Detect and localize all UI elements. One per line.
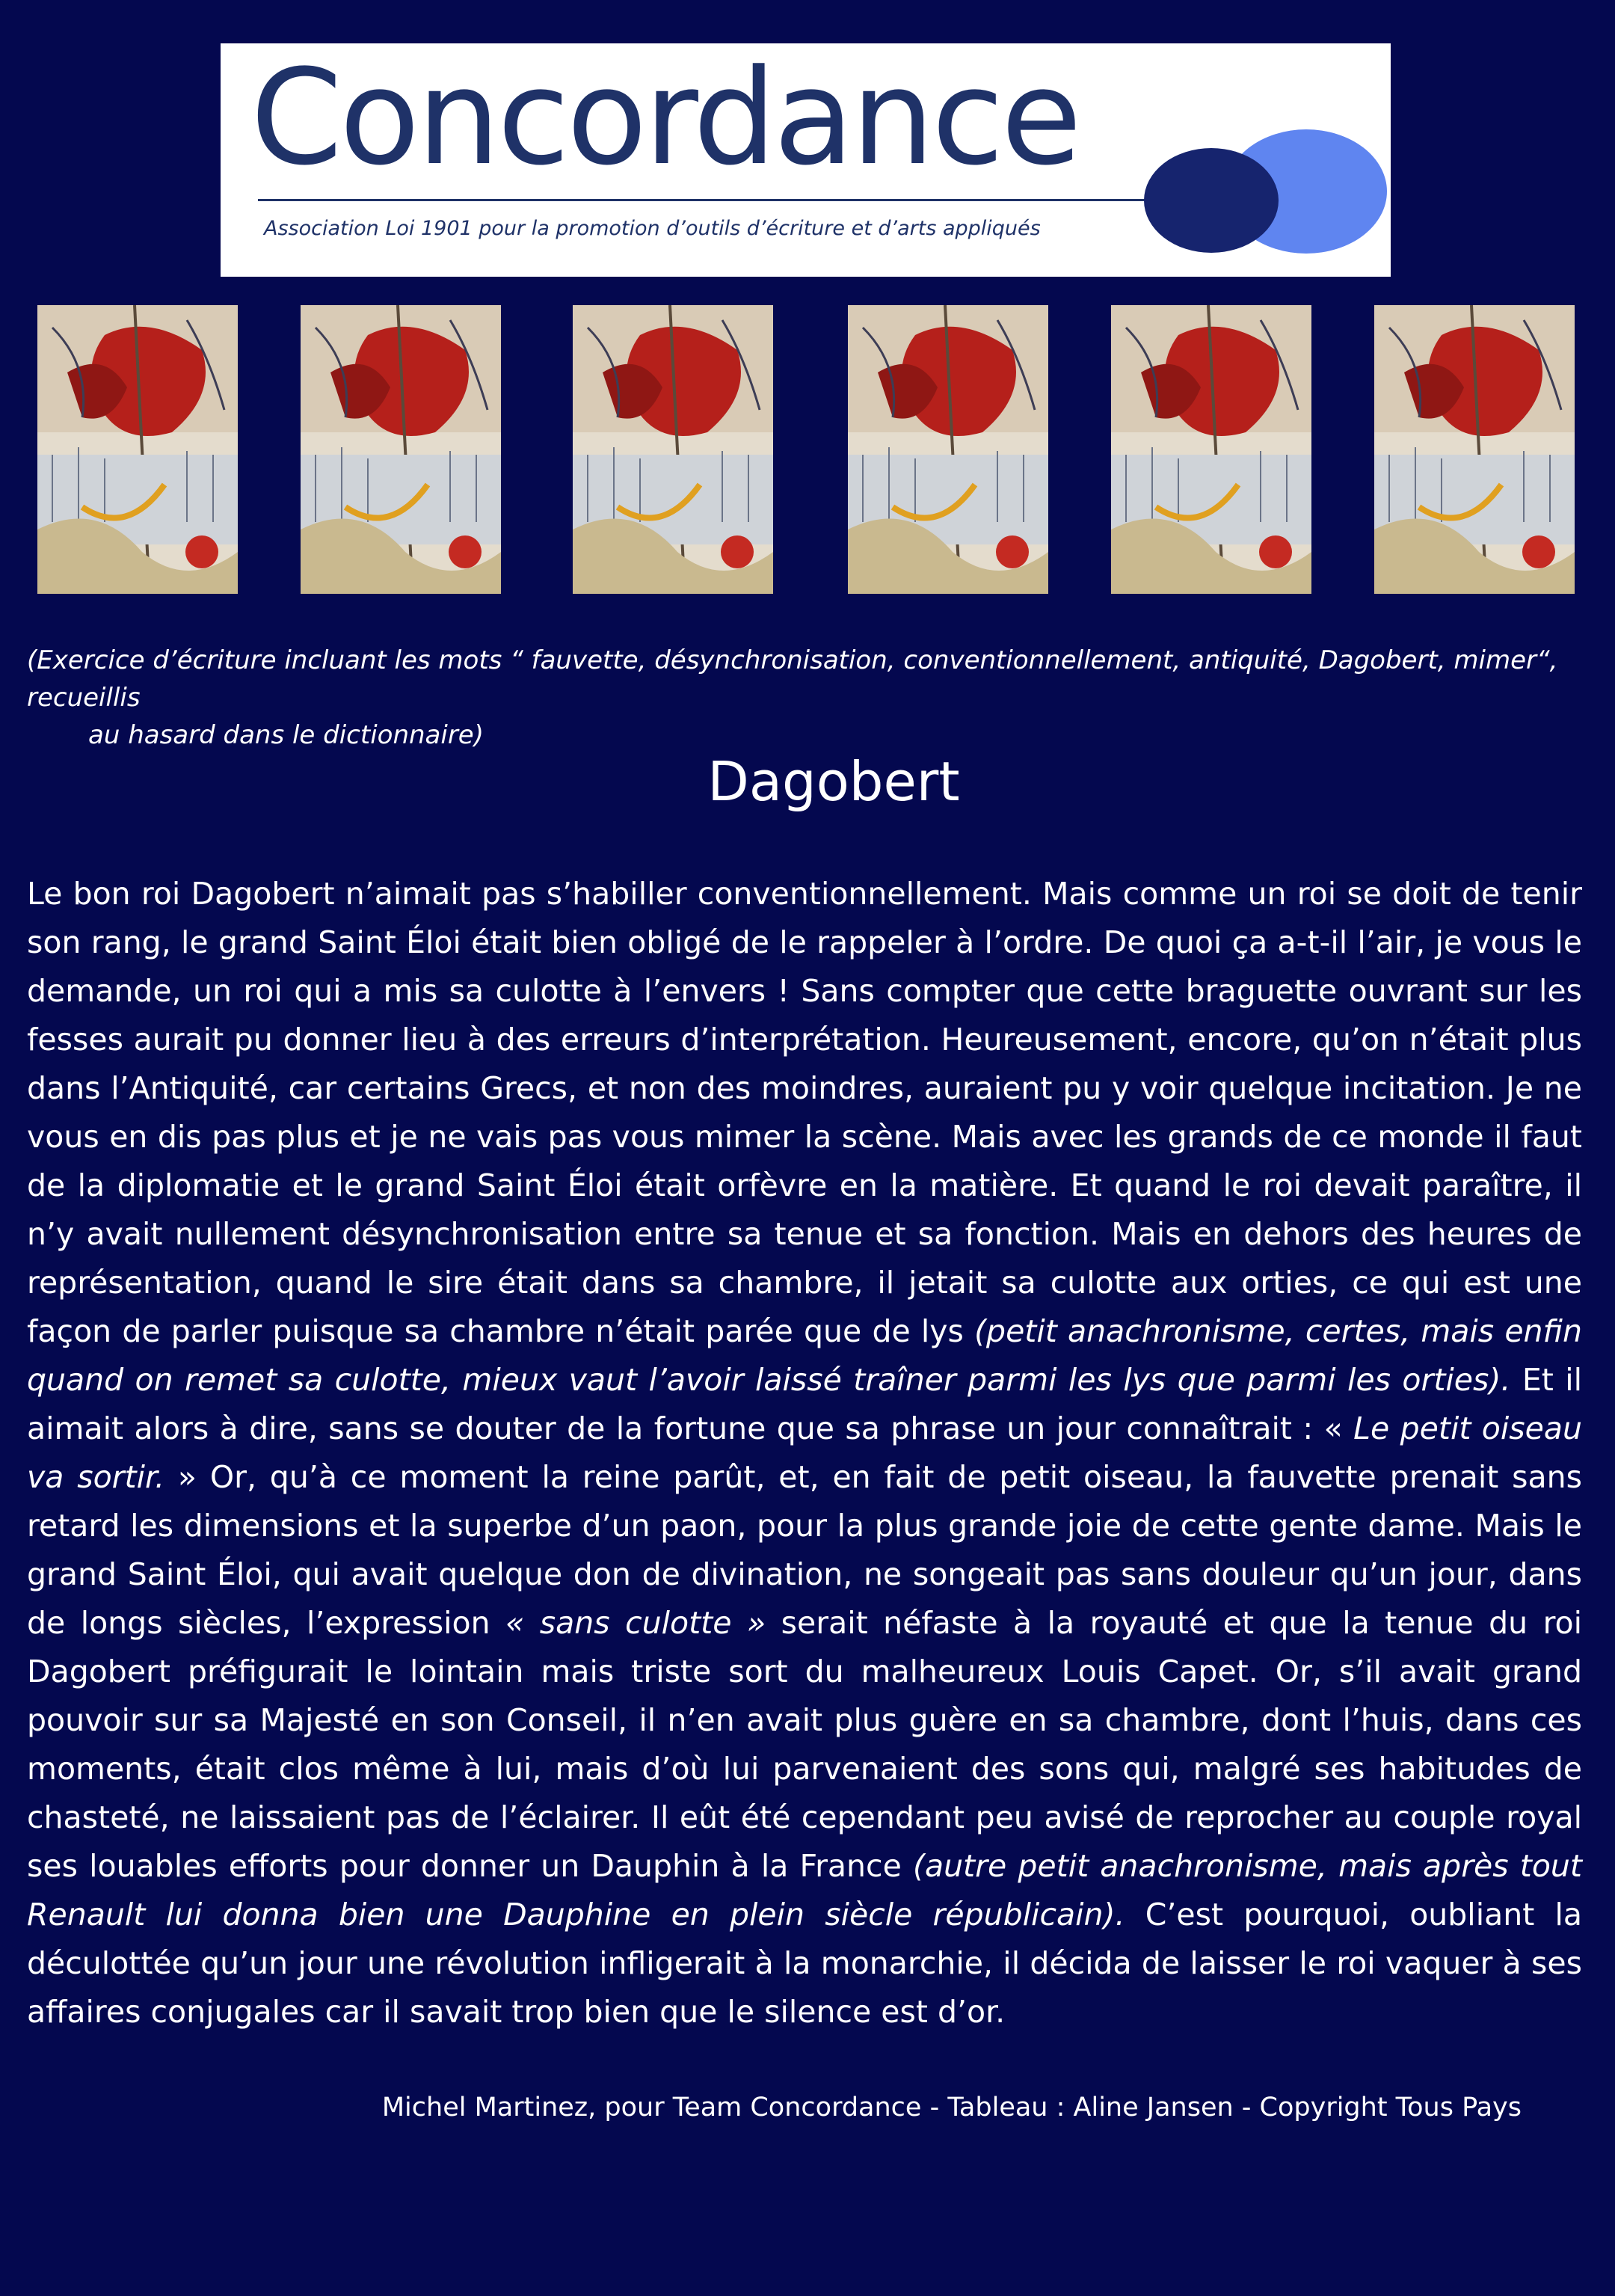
story-text: Le bon roi Dagobert n’aimait pas s’habiller conventionnellement. Mais comme un roi se doit de tenir son rang, le grand Saint Éloi était bien obligé de le rappeler à l’ordre. De quoi ça a-t-il l’air, je vous le demande, un roi qui a mis sa culotte à l’envers ! Sans compter que cette braguette ouvrant sur les fesses aurait pu donner lieu à des erreurs d’interprétation. Heureusement, encore, qu’on n’était plus dans l’Antiquité, car certains Grecs, et non des moindres, auraient pu y voir quelque incitation. Je ne vous en dis pas plus et je ne vais pas vous mimer la scène. Mais avec les grands de ce monde il faut de la diplomatie et le grand Saint Éloi était orfèvre en la matière. Et quand le roi devait paraître, il n’y avait nullement désynchronisation entre sa tenue et sa fonction. Mais en dehors des heures de représentation, quand le sire était dans sa chambre, il jetait sa culotte aux orties, ce qui est une façon de parler puisque sa chambre n’était parée que de lys — [27, 876, 1582, 1349]
painting-thumbnail — [1374, 305, 1575, 594]
story-text: Et il aimait alors à dire, sans se douter de la fortune que sa phrase un jour connaîtrait : « — [27, 1362, 1582, 1446]
story-text-italic: (autre petit anachronisme, mais après tout Renault lui donna bien une Dauphine en plein siècle républicain). — [27, 1848, 1582, 1933]
painting-thumbnail — [848, 305, 1048, 594]
exercise-note-line2: au hasard dans le dictionnaire) — [88, 720, 484, 750]
story-body — [27, 870, 1582, 2036]
story-text: serait néfaste à la royauté et que la tenue du roi Dagobert préfigurait le lointain mais triste sort du malheureux Louis Capet. Or, s’il avait grand pouvoir sur sa Majesté en son Conseil, il n’en avait plus guère en sa chambre, dont l’huis, dans ces moments, était clos même à lui, mais d’où lui parvenaient des sons qui, malgré ses habitudes de chasteté, ne laissaient pas de l’éclairer. Il eût été cependant peu avisé de reprocher au couple royal ses louables efforts pour donner un Dauphin à la France — [27, 1605, 1583, 1884]
exercise-note — [27, 642, 1590, 754]
painting-thumbnail-strip — [0, 305, 1615, 594]
logo-divider — [258, 199, 1163, 201]
logo-title: Concordance — [250, 41, 1079, 194]
painting-thumbnail — [1111, 305, 1311, 594]
header-logo-banner — [221, 43, 1391, 277]
story-text-italic: Le petit oiseau va sortir. — [27, 1411, 1582, 1495]
painting-thumbnail — [301, 305, 501, 594]
story-title: Dagobert — [707, 750, 960, 813]
story-text-italic: « sans culotte » — [505, 1605, 766, 1641]
story-text: » Or, qu’à ce moment la reine parût, et, en fait de petit oiseau, la fauvette prenait sans retard les dimensions et la superbe d’un paon, pour la plus grande joie de cette gente dame. Mais le grand Saint Éloi, qui avait quelque don de divination, ne songeait pas sans douleur qu’un jour, dans de longs siècles, l’expression — [27, 1459, 1582, 1641]
credit-line: Michel Martinez, pour Team Concordance - Tableau : Aline Jansen - Copyright Tous Pays — [381, 2093, 1522, 2122]
story-text: C’est pourquoi, oubliant la déculottée qu’un jour une révolution infligerait à la monarchie, il décida de laisser le roi vaquer à ses affaires conjugales car il savait trop bien que le silence est d’or. — [27, 1897, 1582, 2030]
painting-thumbnail — [573, 305, 773, 594]
story-text-italic: (petit anachronisme, certes, mais enfin quand on remet sa culotte, mieux vaut l’avoir laissé traîner parmi les lys que parmi les orties). — [27, 1313, 1582, 1398]
painting-thumbnail — [37, 305, 238, 594]
exercise-note-line1: (Exercice d’écriture incluant les mots “ fauvette, désynchronisation, conventionnellement, antiquité, Dagobert, mimer“, recueillis — [27, 645, 1558, 713]
logo-subtitle: Association Loi 1901 pour la promotion d’outils d’écriture et d’arts appliqués — [264, 217, 1041, 240]
logo-circles-icon — [1140, 129, 1387, 264]
